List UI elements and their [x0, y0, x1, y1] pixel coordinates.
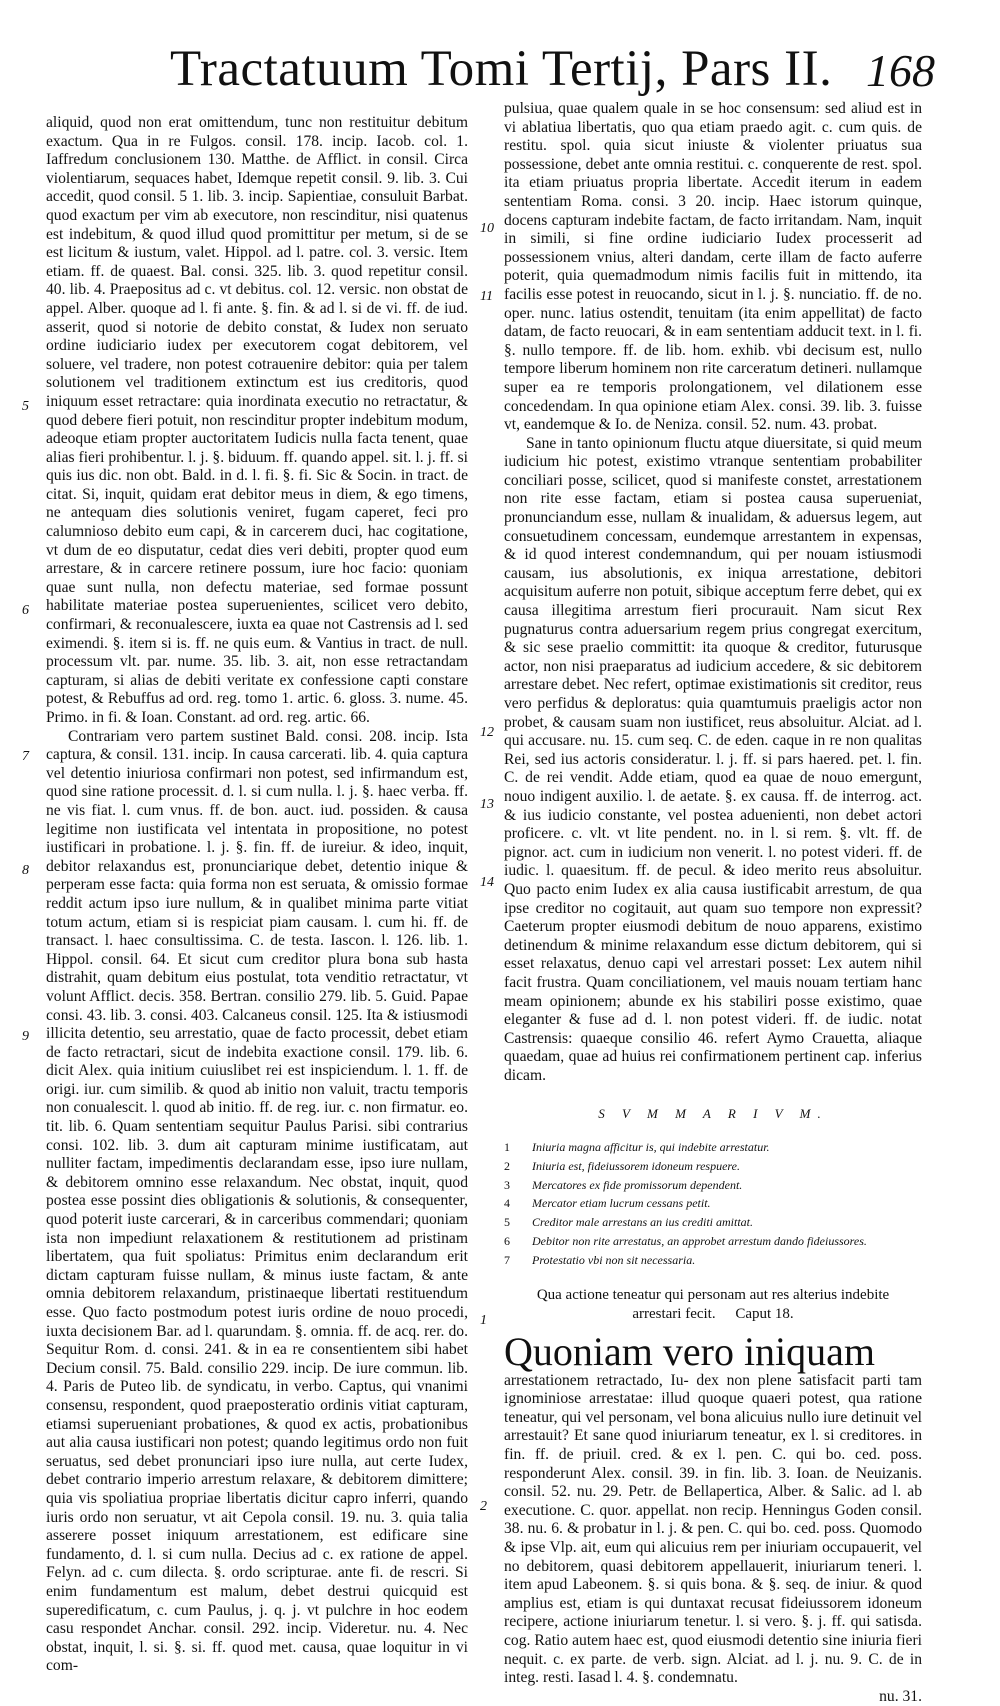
- margin-number: 11: [480, 289, 493, 304]
- right-paragraph-2: Sane in tanto opinionum fluctu atque diuersitate, si quid meum iudicium hic potest, existimo vtranque sententiam probabiliter conciliari posse, scilicet, quod si manifeste constet, arrestationem non rite esse factam, etiam si postea causa superueniat, pronunciandum esse, nullam & inualidam, & aduersus legem, aut consuetudinem concessam, eundemque arrestantem in expensas, & id quod interest condemnandum, qui per nouam istiusmodi causam, ius absolutionis, ex iniqua arrestatione, debitori acquisitum auferre non potuit, sibique acceptum ferre debet, qui ex causa illegitima arrestum fieri procurauit. Nam sicut Rex pugnaturus contra aduersarium regem prius congregat exercitum, & sic sese praelio committit: ita quoque & creditor, futurusque actor, non nisi praeparatus ad iudicium accedere, & sic debitorem arrestare debet. Nec refert, optimae existimationis sit creditor, reus vero perfidus & deploratus: quia quamtumuis praeligis actor non probet, & causam suam non iustificet, reus absoluitur. Alciat. ad l. qui accusare. nu. 15. cum seq. C. de eden. caque in re non qualitas Rei, sed ius actoris consideratur. l. j. ff. si pars haered. pet. l. fin. C. de rei vendit. Adde etiam, quod ea quae de nouo emergunt, nouo indigent auxilio. l. de aetate. §. ex causa. ff. de interrog. act. & ius iudicio constante, vel postea aduenienti, non debet actori proficere. c. vlt. vt lite pendent. no. in l. si rem. §. vlt. ff. de pignor. act. cum in iudicium non venerit. l. no potest videri. ff. de iudic. l. quaesitum. ff. de pecul. & ideo merito reus absoluitur. Quo pacto enim Iudex ex alia causa iustificabit arrestum, de qua ipse creditor no cogitauit, aut quam suo tempore non expressit? Caeterum propter eiusmodi debitum de nouo apparens, existimo detinendum & minime relaxandum esse dictum debitorem, qui si esset relaxatus, denuo capi vel arrestari posset: Lex autem nihil facit frustra. Quam conciliationem, vel mauis nouam tertiam hanc meam opinionem; abunde ex his stabiliri posse existimo, quae eleganter & fuse ad d. l. non potest videri. ff. de iudic. notat Castrensis: quaeque consilio 46. refert Aymo Crauetta, aliaque quaedam, quae ad huius rei confirmationem pertinent cap. inferius dicam.: [504, 434, 922, 1084]
- summary-item: [504, 1213, 922, 1232]
- summary-number: 5: [504, 1215, 510, 1230]
- summary-item: [504, 1157, 922, 1176]
- chapter-heading: Qua actione teneatur qui personam aut res alterius indebite arrestari fecit.: [536, 1286, 890, 1322]
- summary-item: [504, 1138, 922, 1157]
- margin-number: 7: [22, 749, 29, 764]
- summary-text: Mercator etiam lucrum cessans petit.: [532, 1196, 711, 1211]
- page-continuation: nu. 31.: [879, 1687, 922, 1705]
- margin-number: 1: [480, 1313, 487, 1328]
- summary-number: 3: [504, 1177, 510, 1192]
- summary-text: Debitor non rite arrestatus, an approbet arrestum dando fideiussores.: [532, 1234, 867, 1249]
- right-paragraph-1: pulsiua, quae qualem quale in se hoc consensum: sed aliud est in vi ablatiua libertatis, quo qua etiam praedo agit. c. cum quis. de restitu. spol. quia sicut iniuste & violenter priuatus sua possessione, debet ante omnia restitui. c. conquerente de rest. spol. ita etiam priuatus propria libertate. Accedit iterum in eadem sententiam Roma. consi. 3 20. incip. Haec istorum quinque, docens capturam indebite factam, de facto irritandam. Nam, inquit in simili, si fine ordine iudiciario Iudex processerit ad possessionem vnius, alteri dandam, certe illam de facto auferre poterit, quia quemadmodum nimis facilis fuit in mittendo, ita facilis esse potest in reuocando, sicut in l. j. §. nunciatio. ff. de no. oper. nunc. latius ostendit, tenuitam (ita enim appellitat) de facto datam, de facto reuocari, & in eam sententiam adducit text. in l. fi. §. nullo tempore. ff. de lib. hom. exhib. vbi decisum est, nullo tempore liberum hominem non rite carceratum detineri. nullamque super ea re temporis prolongationem, vel dilationem esse concedendam. In qua opinione etiam Alex. consi. 39. lib. 3. fuisse vt, eandemque & Io. de Neniza. consil. 52. num. 43. probat.: [504, 100, 922, 434]
- summary-item: [504, 1251, 922, 1270]
- chapter-opening: [504, 1328, 922, 1688]
- left-paragraph-2: Contrariam vero partem sustinet Bald. consi. 208. incip. Ista captura, & consil. 131. incip. In causa carcerati. lib. 4. quia captura vel detentio iniuriosa confirmari non potest, sed infirmandum est, quod sine ratione processit. d. l. si cum nulla. l. j. §. haec verba. ff. ne vis fiat. l. cum vnus. ff. de bon. auct. iud. possiden. & causa legitime non iustificata vel intentata in propositione, no potest iustificari in probatione. l. j. §. fin. ff. de iureiur. & ideo, inquit, debitor relaxandus est, pronunciarique debet, detentio inique & perperam esse facta: quia forma non est seruata, & omissio formae reddit actum ipso iure nullum, & in qualibet minima parte vitiat totum actum, etiam si is respiciat piam causam. l. cum hi. ff. de transact. l. haec consultissima. C. de testa. Iascon. l. 126. lib. 1. Hippol. consil. 64. Et sicut cum creditor plura bona sub hasta distrahit, quam debitum eius postulat, tota venditio retractatur, vt volunt Afflict. decis. 358. Bertran. consilio 279. lib. 5. Guid. Papae consi. 43. lib. 3. consi. 403. Calcaneus consil. 125. Ita & istiusmodi illicita detentio, seu arrestatio, quae de facto processit, debet etiam de facto retractari, sicut de indebita exactione consil. 179. lib. 6. dicit Alex. quia initium cuiuslibet rei est inspiciendum. l. 1. ff. de origi. iur. cum similib. & quod ab initio non valuit, tractu temporis non conualescit. l. quod ab initio. ff. de reg. iur. c. non firmatur. eo. tit. lib. 6. Quam sententiam sequitur Paulus Parisi. sibi contrarius consi. 102. lib. 3. dum ait capturam minime iustificatam, aut nulliter factam, impedimentis declarandam esse, ipso iure nullam, & debitorem omnino esse relaxandum. Nec obstat, inquit, quod postea esse possint dies obligationis & solutionis, & consequenter, quod poterit iuste carcerari, & in carceribus commendari; quoniam ista non impediunt relaxationem & restitutionem ad pristinam libertatem, qua fuit spoliatus: Primitus enim declarandum erit dictam capturam fuisse nullam, & minus iuste factam, & ante omnia debitorem relaxandum, pristinaeque libertati restituendum esse. Quo facto postmodum potest iuris ordine de nouo procedi, iuxta decisionem Bar. ad l. quarundam. §. omnia. ff. de acq. rer. do. Sequitur Rom. d. consi. 241. & in ea re consentientem sibi habet Decium consil. 75. Bald. consilio 229. incip. De iure commun. lib. 4. Paris de Puteo lib. de syndicatu, in verbo. Captus, qui vnanimi consensu, respondent, quod praeposteratio ordinis vitiat capturam, etiamsi superueniant probationes, & quod ex actis, probationibus aut alia causa iustificari non potest; quando legitimus ordo non fuit seruatus, sed debet pronunciari ipso iure nulla, aut certe Iudex, debet contrario imperio arrestum relaxare, & debitorem dimittere; quia vis spoliatiua propriae libertatis dicitur capro inferri, quando iuris ordo non seruatur, vt ait Cepola consil. 19. nu. 3. quia talia asserere posset iniquum arrestationem, est edificare sine fundamento, d. l. si cum nulla. Decius ad c. ex ratione de appel. Felyn. ad c. cum dilecta. §. ordo scripturae. ante fi. de rescri. Si enim fundamentum est malum, debet destrui quicquid est superedificatum, c. cum Paulus, j. q. j. vt pulchre in hoc eodem casu respondet Anchar. consil. 292. incip. Videretur. nu. 4. Nec obstat, inquit, l. si. §. si. ff. quod met. causa, quae loquitur in vi com-: [46, 727, 468, 1675]
- summary-text: Iniuria magna afficitur is, qui indebite arrestatur.: [532, 1140, 770, 1155]
- page-number: 168: [866, 45, 935, 96]
- summary-item: [504, 1232, 922, 1251]
- right-column: [504, 100, 922, 1706]
- summary-number: 2: [504, 1158, 510, 1173]
- chapter-number: Caput 18.: [735, 1305, 794, 1322]
- summary-number: 1: [504, 1140, 510, 1155]
- margin-number: 9: [22, 1029, 29, 1044]
- left-column: [46, 114, 468, 1676]
- margin-number: 6: [22, 603, 29, 618]
- summary-text: Creditor male arrestans an ius crediti amittat.: [532, 1215, 753, 1230]
- margin-number: 14: [480, 875, 494, 890]
- margin-number: 12: [480, 725, 494, 740]
- summary-heading: S V M M A R I V M.: [598, 1106, 828, 1122]
- margin-number: 2: [480, 1499, 487, 1514]
- chapter-title: [526, 1286, 900, 1324]
- summary-text: Protestatio vbi non sit necessaria.: [532, 1252, 696, 1267]
- margin-number: 13: [480, 797, 494, 812]
- opening-words: Quoniam vero iniquam: [504, 1328, 876, 1374]
- opening-tail: arrestationem retractado, Iu-: [504, 1371, 689, 1389]
- summary-number: 7: [504, 1252, 510, 1267]
- left-paragraph-1: aliquid, quod non erat omittendum, tunc non restituitur debitum exactum. Qua in re Fulgos. consil. 178. incip. Iacob. col. 1. Iaffredum conclusionem 130. Matthe. de Afflict. in consil. Circa violentiarum, sequaces habet, Idemque repetit consil. 9. lib. 3. Cui accedit, quod consil. 5 1. lib. 3. incip. Sapientiae, consuluit Barbat. quod exactum per vim ab executore, non rescinditur, nisi quatenus est indebitum, & quod illud quod promittitur per metum, si de se est licitum & iustum, valet. Hippol. ad l. patre. col. 3. versic. Item etiam. ff. de quaest. Bal. consi. 325. lib. 3. quod repetitur consil. 40. lib. 4. Praepositus ad c. vt debitus. col. 12. versic. non obstat de appel. Alber. quoque ad l. fi ante. §. fin. & ad l. si de vi. ff. de iud. asserit, quod si notorie de debito constat, & Iudex non seruato ordine iudiciario iudex per executorem cogat debitorem, vel soluere, vel tradere, non potest cotrauenire debitor: quia per talem solutionem vel traditionem extinctum est ius creditoris, quod iniquum esset retractare: quia inordinata executio no retractatur, & quod debere fieri potuit, non rescinditur propter indebitum modum, adeoque etiam propter auctoritatem Iudicis nulla facta tenent, quae alias fieri prohibentur. l. j. §. biduum. ff. quando appel. sit. l. j. ff. si quis ius dic. non obt. Bald. in d. l. fi. §. fi. Sic & Socin. in tract. de citat. Si, inquit, quidam erat debitor meus in diem, & ego timens, ne antequam dies solutionis veniret, fugam caperet, feci pro calumnioso debito eum capi, & in carcerem duci, hac cogitatione, vt dum de eo disputatur, cedat dies veri debiti, propter quod eum arrestare, & in carcere retinere possum, iure hoc facio: quoniam quae sunt nulla, non defectu materiae, sed formae possunt habilitate materiae postea superuenientes, scilicet vero debito, confirmari, & reconualescere, iuxta ea quae not Castrensis ad l. sed eximendi. §. item si is. ff. ne quis eum. & Vantius in tract. de null. processum vlt. par. nume. 35. lib. 3. ait, non esse retractandam capturam, si alias de debiti veritate ex confessione capti constare potest, & Rebuffus ad ord. reg. tomo 1. artic. 6. gloss. 3. nume. 45. Primo. in fi. & Ioan. Constant. ad ord. reg. artic. 66.: [46, 114, 468, 726]
- margin-number: 8: [22, 863, 29, 878]
- summary-list: [504, 1138, 922, 1270]
- summary-number: 4: [504, 1196, 510, 1211]
- summary-item: [504, 1176, 922, 1195]
- margin-number: 10: [480, 221, 494, 236]
- summary-item: [504, 1194, 922, 1213]
- chapter-text: dex non plene satisfacit parti tam ignominiose arrestatae: illud quoque quaeri potest, qua ratione teneatur, qui vel personam, vel bona alicuius nullo iure detinuit vel arrestauit? Et sane quod iniuriarum teneatur, ex l. si creditores. in fin. ff. de priuil. cred. & ex l. pen. C. qui bo. ced. poss. responderunt Alex. consil. 39. in fin. lib. 3. Ioan. de Neuizanis. consil. 52. nu. 29. Petr. de Bellapertica, Alber. & Salic. ad l. ab executione. C. quor. appellat. non recip. Henningus Goden consil. 38. nu. 6. & probatur in l. j. & pen. C. qui bo. ced. poss. Quomodo & ipse Vlp. ait, eum qui alicuius rem per iniuriam occupauerit, vel no debitorem, quasi debitorem appellauerit, iniuriarum teneri. l. item apud Labeonem. §. si quis bona. & §. seq. de iniur. & quod amplius est, etiam is qui duntaxat recusat fideiussorem idoneum recipere, actione iniuriarum tenetur. l. si vero. §. j. ff. qui satisda. cog. Ratio autem haec est, quod eiusmodi detentio sine iniuria fieri nequit. c. ex parte. de verb. sign. Alciat. ad l. j. nu. 9. C. de in integ. resti. Iasad l. 4. §. condemnatu.: [504, 1371, 922, 1687]
- summary-number: 6: [504, 1234, 510, 1249]
- summary-text: Mercatores ex fide promissorum dependent.: [532, 1177, 743, 1192]
- margin-number: 5: [22, 399, 29, 414]
- summary-text: Iniuria est, fideiussorem idoneum respuere.: [532, 1158, 740, 1173]
- running-title: Tractatuum Tomi Tertij, Pars II.: [170, 41, 833, 97]
